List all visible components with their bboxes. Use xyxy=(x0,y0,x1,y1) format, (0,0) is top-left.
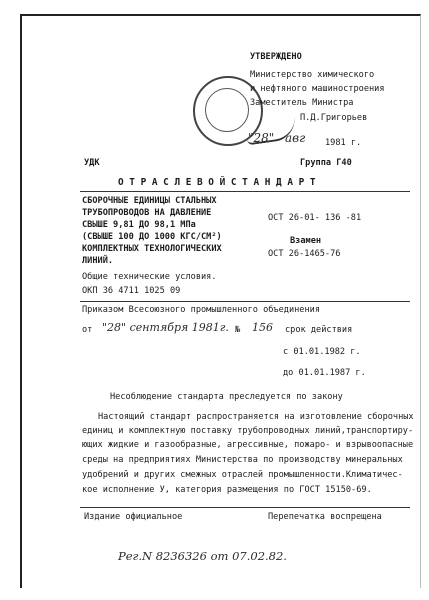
group-label: Группа Г40 xyxy=(300,158,352,168)
approval-ministry-line2: и нефтяного машиностроения xyxy=(250,84,385,94)
approval-signer: П.Д.Григорьев xyxy=(300,113,368,123)
heading-rule xyxy=(80,191,410,192)
body-line-4: среды на предприятиях Министерства по производству минеральных xyxy=(82,455,403,465)
approval-date-day: "28" xyxy=(248,131,275,145)
footer-rule xyxy=(80,507,410,508)
title-line-1: СБОРОЧНЫЕ ЕДИНИЦЫ СТАЛЬНЫХ xyxy=(82,196,217,206)
order-top-rule xyxy=(80,301,410,302)
ost-number: ОСТ 26-01- 136 -81 xyxy=(268,213,362,223)
approval-ministry-line1: Министерство химического xyxy=(250,70,375,80)
body-line-6: кое исполнение У, категория размещения по ГОСТ 15150-69. xyxy=(82,485,372,495)
okp-code: ОКП 36 4711 1025 09 xyxy=(82,286,181,296)
standard-heading: О Т Р А С Л Е В О Й С Т А Н Д А Р Т xyxy=(118,177,316,188)
approval-date-year: 1981 г. xyxy=(325,138,362,148)
validity-to: до 01.01.1987 г. xyxy=(283,368,366,378)
prosecution-notice: Несоблюдение стандарта преследуется по закону xyxy=(110,392,343,402)
order-date-handwritten: "28" сентября 1981г. xyxy=(102,321,229,334)
order-number-handwritten: 156 xyxy=(252,321,273,334)
subtitle: Общие технические условия. xyxy=(82,272,217,282)
body-line-1: Настоящий стандарт распространяется на изготовление сборочных xyxy=(98,412,414,422)
title-line-3: СВЫШЕ 9,81 ДО 98,1 МПа xyxy=(82,220,196,230)
footer-reprint-prohibited: Перепечатка воспрещена xyxy=(268,512,382,522)
footer-official-edition: Издание официальное xyxy=(84,512,183,522)
title-line-2: ТРУБОПРОВОДОВ НА ДАВЛЕНИЕ xyxy=(82,208,212,218)
title-line-6: ЛИНИЙ. xyxy=(82,256,114,266)
validity-from: с 01.01.1982 г. xyxy=(283,347,361,357)
replaces-value: ОСТ 26-1465-76 xyxy=(268,249,341,259)
title-line-4: (СВЫШЕ 100 ДО 1000 КГС/СМ²) xyxy=(82,232,222,242)
order-number-label: № xyxy=(235,325,241,335)
body-line-2: единиц и комплектную поставку трубопроводных линий,транспортиру- xyxy=(82,426,414,436)
body-line-3: ющих жидкие и газообразные, агрессивные, пожаро- и взрывоопасные xyxy=(82,440,414,450)
title-line-5: КОМПЛЕКТНЫХ ТЕХНОЛОГИЧЕСКИХ xyxy=(82,244,222,254)
order-line: Приказом Всесоюзного промышленного объединения xyxy=(82,305,320,315)
body-line-5: удобрений и других смежных отраслей промышленности.Климатичес- xyxy=(82,470,403,480)
order-from-label: от xyxy=(82,325,93,335)
approval-date-month: авг xyxy=(285,131,306,145)
validity-label: срок действия xyxy=(285,325,353,335)
replaces-label: Взамен xyxy=(290,236,322,246)
approval-title: УТВЕРЖДЕНО xyxy=(250,52,302,62)
udk-label: УДК xyxy=(84,158,100,168)
approval-position: Заместитель Министра xyxy=(250,98,354,108)
registration-handwritten: Рег.N 8236326 от 07.02.82. xyxy=(118,549,287,563)
